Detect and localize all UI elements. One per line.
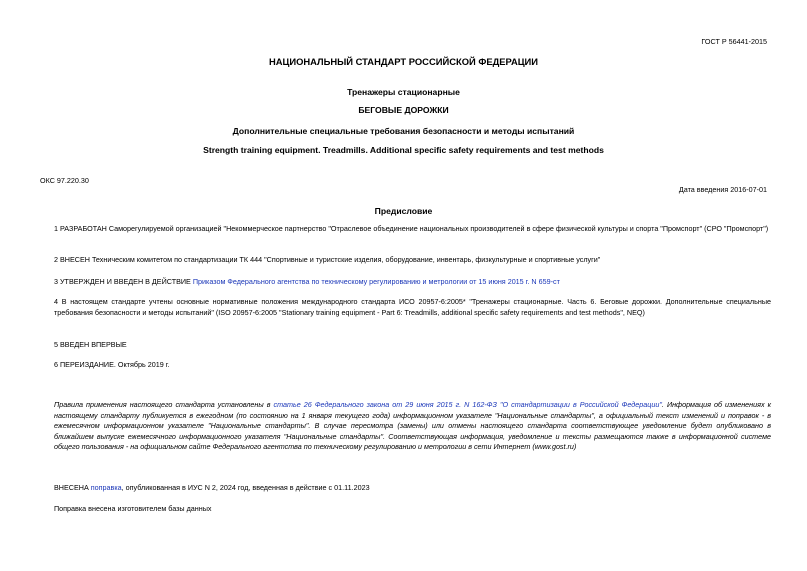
rules-paragraph <box>54 400 771 453</box>
foreword-item-3-text: 3 УТВЕРЖДЕН И ВВЕДЕН В ДЕЙСТВИЕ <box>54 277 193 286</box>
foreword-item-1: 1 РАЗРАБОТАН Саморегулируемой организацией "Некоммерческое партнерство "Отраслевое объединение национальных производителей в сфере физической культуры и спорта "Промспорт" (СРО "Промспорт") <box>54 224 769 233</box>
foreword-item-5: 5 ВВЕДЕН ВПЕРВЫЕ <box>54 340 127 349</box>
subtitle-2: БЕГОВЫЕ ДОРОЖКИ <box>358 105 449 115</box>
amendment-line <box>54 483 370 493</box>
gost-number: ГОСТ Р 56441-2015 <box>701 37 767 46</box>
foreword-item-6: 6 ПЕРЕИЗДАНИЕ. Октябрь 2019 г. <box>54 360 170 369</box>
foreword-item-4: 4 В настоящем стандарте учтены основные нормативные положения международного стандарта ИСО 20957-6:2005* "Тренажеры стационарные. Часть 6. Беговые дорожки. Дополнительные специальные требования безопасности и методы испытаний" (ISO 20957-6:2005 "Stationary training equipment - Part 6: Treadmills, additional specific safety requirements and test methods", NEQ) <box>54 297 771 317</box>
federal-law-link[interactable]: статье 26 Федерального закона от 29 июня 2015 г. N 162-ФЗ "О стандартизации в Российской Федерации" <box>273 400 662 409</box>
amendment-suffix: , опубликованная в ИУС N 2, 2024 год, введенная в действие с 01.11.2023 <box>121 483 370 492</box>
foreword-item-3 <box>54 277 771 288</box>
rules-text-prefix: Правила применения настоящего стандарта установлены в <box>54 400 274 409</box>
amendment-prefix: ВНЕСЕНА <box>54 483 91 492</box>
intro-date: Дата введения 2016-07-01 <box>678 185 767 194</box>
rules-text-suffix: . Информация об изменениях к настоящему стандарту публикуется в ежегодном (по состоянию на 1 января текущего года) информационном указателе "Национальные стандарты", а официальный текст изменений и поправок - в ежемесячном информационном указателе "Национальные стандарты". В случае пересмотра (замены) или отмены настоящего стандарта соответствующее уведомление будет опубликовано в ближайшем выпуске ежемесячного информационного указателя "Национальные стандарты". Соответствующая информация, уведомление и тексты размещаются также в информационной системе общего пользования - на официальном сайте Федерального агентства по техническому регулированию и метрологии в сети Интернет (www.gost.ru) <box>54 400 771 451</box>
page-heading: НАЦИОНАЛЬНЫЙ СТАНДАРТ РОССИЙСКОЙ ФЕДЕРАЦИИ <box>268 56 539 67</box>
subtitle-1: Тренажеры стационарные <box>347 87 460 97</box>
oks-code: ОКС 97.220.30 <box>40 176 89 185</box>
foreword-item-2: 2 ВНЕСЕН Техническим комитетом по стандартизации ТК 444 "Спортивные и туристские изделия, оборудование, инвентарь, физкультурные и спортивные услуги" <box>54 255 601 264</box>
foreword-title: Предисловие <box>374 206 433 216</box>
subtitle-en: Strength training equipment. Treadmills. Additional specific safety requirements and test methods <box>203 145 604 155</box>
subtitle-3: Дополнительные специальные требования безопасности и методы испытаний <box>232 126 575 136</box>
database-note: Поправка внесена изготовителем базы данных <box>54 504 212 513</box>
order-link[interactable]: Приказом Федерального агентства по техническому регулированию и метрологии от 15 июня 2015 г. N 659-ст <box>192 277 560 286</box>
amendment-link[interactable]: поправка <box>90 483 122 492</box>
